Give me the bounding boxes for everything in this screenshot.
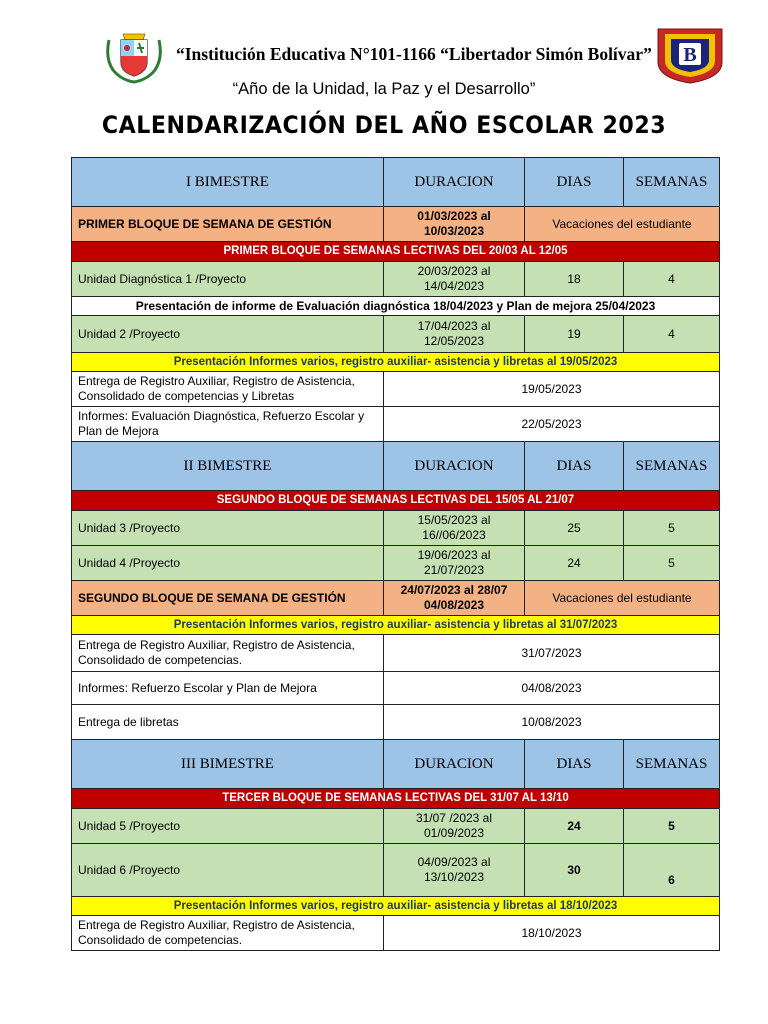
delivery-date: 10/08/2023 bbox=[384, 705, 720, 740]
duration-header: DURACION bbox=[384, 740, 525, 789]
delivery-label: Informes: Refuerzo Escolar y Plan de Mejora bbox=[72, 672, 384, 705]
unit-row bbox=[72, 546, 720, 581]
unit-label: Unidad Diagnóstica 1 /Proyecto bbox=[72, 262, 384, 297]
unit-label: Unidad 6 /Proyecto bbox=[72, 844, 384, 897]
duration-header: DURACION bbox=[384, 442, 525, 491]
institution-name: “Institución Educativa N°101-1166 “Libertador Simón Bolívar” bbox=[176, 44, 652, 64]
school-shield-logo bbox=[655, 26, 725, 84]
delivery-label: Entrega de Registro Auxiliar, Registro de Asistencia, Consolidado de competencias y Libretas bbox=[72, 372, 384, 407]
gestion-duration: 24/07/2023 al 28/07 04/08/2023 bbox=[384, 581, 525, 616]
delivery-date: 04/08/2023 bbox=[384, 672, 720, 705]
report-note: Presentación de informe de Evaluación diagnóstica 18/04/2023 y Plan de mejora 25/04/2023 bbox=[72, 297, 720, 316]
unit-duration: 15/05/2023 al 16//06/2023 bbox=[384, 511, 525, 546]
delivery-row bbox=[72, 672, 720, 705]
delivery-date: 18/10/2023 bbox=[384, 916, 720, 951]
peru-coat-of-arms-icon bbox=[103, 28, 165, 84]
delivery-label: Entrega de Registro Auxiliar, Registro de Asistencia, Consolidado de competencias. bbox=[72, 916, 384, 951]
bimester-title: III BIMESTRE bbox=[72, 740, 384, 789]
gestion-note: Vacaciones del estudiante bbox=[525, 207, 720, 242]
block-banner: PRIMER BLOQUE DE SEMANAS LECTIVAS DEL 20/03 AL 12/05 bbox=[72, 242, 720, 262]
unit-label: Unidad 3 /Proyecto bbox=[72, 511, 384, 546]
bimester-header-row bbox=[72, 158, 720, 207]
page-title: CALENDARIZACIÓN DEL AÑO ESCOLAR 2023 bbox=[101, 111, 667, 139]
presentation-note: Presentación Informes varios, registro auxiliar- asistencia y libretas al 31/07/2023 bbox=[72, 616, 720, 635]
unit-weeks: 5 bbox=[624, 511, 720, 546]
unit-label: Unidad 2 /Proyecto bbox=[72, 316, 384, 353]
unit-duration: 19/06/2023 al 21/07/2023 bbox=[384, 546, 525, 581]
unit-weeks: 4 bbox=[624, 316, 720, 353]
block-banner-row bbox=[72, 789, 720, 809]
presentation-row bbox=[72, 353, 720, 372]
delivery-label: Entrega de Registro Auxiliar, Registro de Asistencia, Consolidado de competencias. bbox=[72, 635, 384, 672]
block-banner-row bbox=[72, 242, 720, 262]
days-header: DIAS bbox=[525, 442, 624, 491]
delivery-row bbox=[72, 916, 720, 951]
presentation-note: Presentación Informes varios, registro auxiliar- asistencia y libretas al 19/05/2023 bbox=[72, 353, 720, 372]
unit-row bbox=[72, 262, 720, 297]
delivery-date: 31/07/2023 bbox=[384, 635, 720, 672]
unit-days: 24 bbox=[525, 809, 624, 844]
gestion-label: PRIMER BLOQUE DE SEMANA DE GESTIÓN bbox=[72, 207, 384, 242]
unit-row bbox=[72, 844, 720, 897]
gestion-duration: 01/03/2023 al 10/03/2023 bbox=[384, 207, 525, 242]
bimester-header-row bbox=[72, 740, 720, 789]
bimester-header-row bbox=[72, 442, 720, 491]
delivery-date: 22/05/2023 bbox=[384, 407, 720, 442]
days-header: DIAS bbox=[525, 740, 624, 789]
delivery-row bbox=[72, 635, 720, 672]
delivery-label: Entrega de libretas bbox=[72, 705, 384, 740]
delivery-row bbox=[72, 705, 720, 740]
delivery-label: Informes: Evaluación Diagnóstica, Refuerzo Escolar y Plan de Mejora bbox=[72, 407, 384, 442]
block-banner: SEGUNDO BLOQUE DE SEMANAS LECTIVAS DEL 15/05 AL 21/07 bbox=[72, 491, 720, 511]
unit-row bbox=[72, 809, 720, 844]
weeks-header: SEMANAS bbox=[624, 740, 720, 789]
presentation-note: Presentación Informes varios, registro auxiliar- asistencia y libretas al 18/10/2023 bbox=[72, 897, 720, 916]
delivery-date: 19/05/2023 bbox=[384, 372, 720, 407]
block-banner: TERCER BLOQUE DE SEMANAS LECTIVAS DEL 31/07 AL 13/10 bbox=[72, 789, 720, 809]
unit-days: 18 bbox=[525, 262, 624, 297]
unit-duration: 04/09/2023 al 13/10/2023 bbox=[384, 844, 525, 897]
block-banner-row bbox=[72, 491, 720, 511]
unit-days: 19 bbox=[525, 316, 624, 353]
gestion-row bbox=[72, 581, 720, 616]
presentation-row bbox=[72, 897, 720, 916]
unit-label: Unidad 5 /Proyecto bbox=[72, 809, 384, 844]
unit-row bbox=[72, 511, 720, 546]
gestion-label: SEGUNDO BLOQUE DE SEMANA DE GESTIÓN bbox=[72, 581, 384, 616]
school-calendar-table bbox=[71, 157, 720, 951]
gestion-note: Vacaciones del estudiante bbox=[525, 581, 720, 616]
document-header bbox=[0, 0, 768, 150]
gestion-row bbox=[72, 207, 720, 242]
unit-duration: 17/04/2023 al 12/05/2023 bbox=[384, 316, 525, 353]
unit-days: 24 bbox=[525, 546, 624, 581]
unit-weeks: 4 bbox=[624, 262, 720, 297]
unit-duration: 20/03/2023 al 14/04/2023 bbox=[384, 262, 525, 297]
presentation-row bbox=[72, 616, 720, 635]
bimester-title: I BIMESTRE bbox=[72, 158, 384, 207]
delivery-row bbox=[72, 372, 720, 407]
unit-row bbox=[72, 316, 720, 353]
bimester-title: II BIMESTRE bbox=[72, 442, 384, 491]
unit-duration: 31/07 /2023 al 01/09/2023 bbox=[384, 809, 525, 844]
weeks-header: SEMANAS bbox=[624, 158, 720, 207]
unit-weeks: 6 bbox=[624, 844, 720, 897]
unit-weeks: 5 bbox=[624, 809, 720, 844]
unit-weeks: 5 bbox=[624, 546, 720, 581]
unit-label: Unidad 4 /Proyecto bbox=[72, 546, 384, 581]
duration-header: DURACION bbox=[384, 158, 525, 207]
year-motto: “Año de la Unidad, la Paz y el Desarrollo” bbox=[232, 80, 536, 98]
days-header: DIAS bbox=[525, 158, 624, 207]
report-note-row bbox=[72, 297, 720, 316]
unit-days: 25 bbox=[525, 511, 624, 546]
svg-text:B: B bbox=[683, 44, 697, 66]
weeks-header: SEMANAS bbox=[624, 442, 720, 491]
unit-days: 30 bbox=[525, 844, 624, 897]
delivery-row bbox=[72, 407, 720, 442]
